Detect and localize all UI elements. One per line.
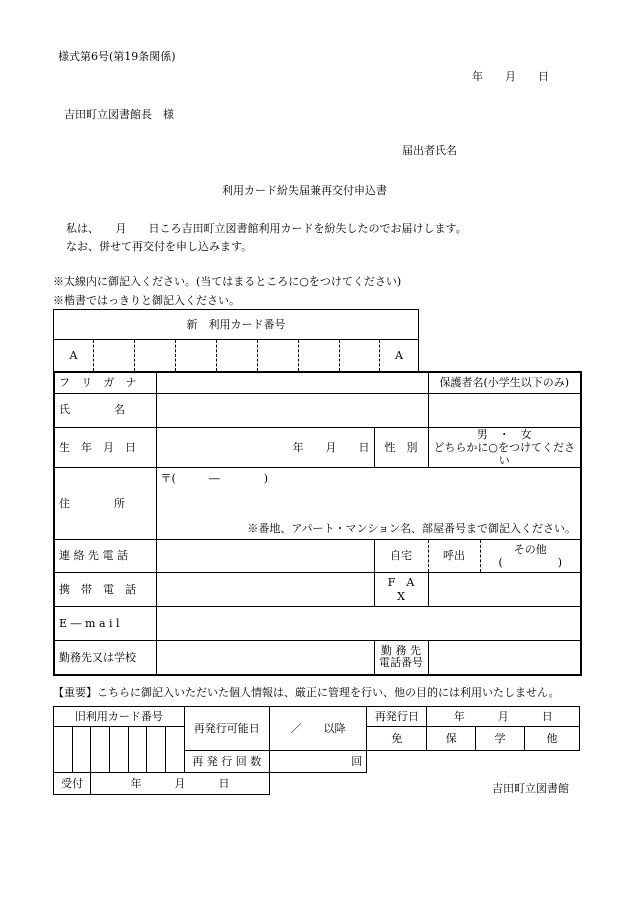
addressee: 吉田町立図書館長 様 bbox=[64, 108, 174, 121]
fax-field[interactable] bbox=[428, 573, 581, 607]
home-option[interactable]: 自宅 bbox=[374, 540, 428, 573]
new-card-header: 新 利用カード番号 bbox=[54, 310, 419, 340]
old-card-digit[interactable] bbox=[165, 727, 184, 773]
work-phone-label-1: 勤 務 先 bbox=[381, 643, 421, 657]
applicant-name-label: 届出者氏名 bbox=[402, 144, 457, 157]
card-digit[interactable] bbox=[176, 340, 217, 372]
old-card-digit[interactable] bbox=[54, 727, 73, 773]
work-phone-field[interactable] bbox=[428, 641, 581, 675]
card-suffix: A bbox=[380, 340, 419, 372]
note-1: ※太線内に御記入ください。(当てはまるところに○をつけてください) bbox=[53, 275, 402, 288]
old-card-digit[interactable] bbox=[72, 727, 91, 773]
workplace-field[interactable] bbox=[156, 641, 374, 675]
address-field[interactable] bbox=[156, 468, 581, 540]
guardian-field[interactable] bbox=[428, 393, 581, 427]
page-title: 利用カード紛失届兼再交付申込書 bbox=[222, 184, 387, 197]
exempt-option[interactable]: 免 bbox=[367, 727, 427, 751]
old-card-digit[interactable] bbox=[109, 727, 128, 773]
card-digit[interactable] bbox=[299, 340, 340, 372]
guardian-label: 保護者名(小学生以下のみ) bbox=[428, 372, 581, 393]
reissue-possible-label: 再発行可能日 bbox=[184, 707, 269, 751]
old-card-label: 旧利用カード番号 bbox=[54, 707, 185, 727]
reissue-since-field[interactable]: ／ 以降 bbox=[269, 707, 367, 751]
contact-phone-label: 連 絡 先 電 話 bbox=[54, 540, 156, 573]
sex-options[interactable] bbox=[428, 427, 581, 468]
date-line: 年 月 日 bbox=[472, 70, 549, 83]
postal-code: 〒( ― ) bbox=[160, 472, 269, 486]
card-digit[interactable] bbox=[135, 340, 176, 372]
reissue-date-field[interactable]: 年 月 日 bbox=[427, 707, 580, 727]
birthdate-field[interactable]: 年 月 日 bbox=[156, 427, 374, 468]
name-label: 氏 名 bbox=[54, 393, 156, 427]
other-option[interactable] bbox=[480, 540, 581, 573]
card-digit[interactable] bbox=[258, 340, 299, 372]
old-card-digit[interactable] bbox=[128, 727, 147, 773]
form-number: 様式第6号(第19条関係) bbox=[58, 50, 176, 63]
mobile-label: 携 帯 電 話 bbox=[54, 573, 156, 607]
card-digit[interactable] bbox=[217, 340, 258, 372]
reissue-date-label: 再発行日 bbox=[367, 707, 427, 727]
reissue-count-field[interactable]: 回 bbox=[269, 751, 367, 773]
old-card-digit[interactable] bbox=[147, 727, 166, 773]
contact-phone-field[interactable] bbox=[156, 540, 374, 573]
body-line-2: なお、併せて再交付を申し込みます。 bbox=[66, 240, 253, 253]
card-digit[interactable] bbox=[94, 340, 135, 372]
new-card-table bbox=[53, 309, 419, 372]
body-line-1: 私は、 月 日ころ吉田町立図書館利用カードを紛失したのでお届けします。 bbox=[66, 222, 467, 235]
other-category-option[interactable]: 他 bbox=[524, 727, 579, 751]
privacy-notice: 【重要】こちらに御記入いただいた個人情報は、厳正に管理を行い、他の目的には利用いたしません。 bbox=[53, 686, 560, 699]
address-note: ※番地、アパート・マンション名、部屋番号まで御記入ください。 bbox=[247, 521, 576, 535]
card-prefix: A bbox=[54, 340, 94, 372]
sex-label: 性 別 bbox=[374, 427, 428, 468]
main-form-table bbox=[53, 371, 582, 676]
fax-label: F A X bbox=[374, 573, 428, 607]
library-name: 吉田町立図書館 bbox=[492, 782, 569, 795]
received-date-field[interactable]: 年 月 日 bbox=[91, 773, 269, 795]
email-label: E ― m a i l bbox=[54, 607, 156, 641]
furigana-field[interactable] bbox=[156, 372, 428, 393]
card-digit[interactable] bbox=[340, 340, 380, 372]
sex-options-text: 男 ・ 女 bbox=[476, 427, 532, 441]
work-phone-label-2: 電話番号 bbox=[379, 656, 423, 670]
furigana-label: フ リ ガ ナ bbox=[54, 372, 156, 393]
workplace-label: 勤務先又は学校 bbox=[54, 641, 156, 675]
email-field[interactable] bbox=[156, 607, 581, 641]
birthdate-label: 生 年 月 日 bbox=[54, 427, 156, 468]
reissue-count-label: 再 発 行 回 数 bbox=[184, 751, 269, 773]
keep-option[interactable]: 保 bbox=[427, 727, 476, 751]
call-option[interactable]: 呼出 bbox=[428, 540, 480, 573]
note-2: ※楷書ではっきりと御記入ください。 bbox=[53, 294, 240, 307]
received-label: 受付 bbox=[54, 773, 91, 795]
work-phone-label bbox=[374, 641, 428, 675]
sex-note: どちらかに○をつけてください bbox=[433, 440, 576, 467]
student-option[interactable]: 学 bbox=[476, 727, 525, 751]
other-paren: ( ) bbox=[498, 556, 563, 570]
name-field[interactable] bbox=[156, 393, 428, 427]
mobile-field[interactable] bbox=[156, 573, 374, 607]
address-label: 住 所 bbox=[54, 468, 156, 540]
old-card-digit[interactable] bbox=[91, 727, 110, 773]
other-label: その他 bbox=[513, 542, 547, 556]
